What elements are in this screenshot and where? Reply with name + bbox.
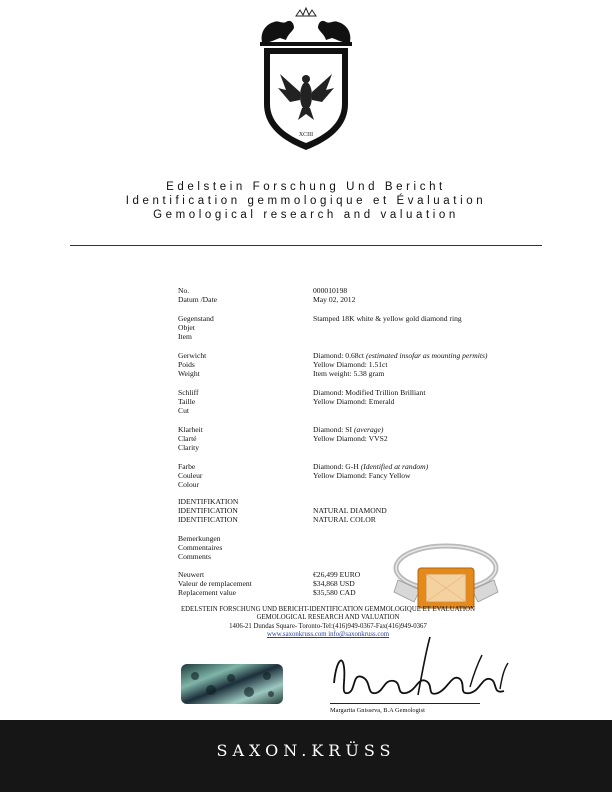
crest-logo — [256, 4, 356, 154]
weight-value-item: Item weight: 5.38 gram — [313, 369, 385, 378]
cut-label-fr: Taille — [178, 397, 196, 406]
cut-label-en: Cut — [178, 406, 189, 415]
clarity-diamond-text: Diamond: SI — [313, 425, 353, 434]
value-label-en: Replacement value — [178, 588, 236, 597]
weight-diamond-text: Diamond: 0.68ct — [313, 351, 365, 360]
title-french: Identification gemmologique et Évaluation — [125, 195, 487, 207]
cut-label-de: Schliff — [178, 388, 199, 397]
title-english: Gemological research and valuation — [153, 209, 459, 221]
title-divider — [70, 245, 542, 246]
item-label-fr: Objet — [178, 323, 195, 332]
ring-photo — [384, 532, 508, 616]
clarity-label-de: Klarheit — [178, 425, 203, 434]
signatory-name: Margarita Gnisseva, B.A Gemologist — [330, 707, 425, 714]
colour-value-diamond — [313, 462, 428, 471]
colour-label-fr: Couleur — [178, 471, 203, 480]
ident-value-color: NATURAL COLOR — [313, 515, 376, 524]
weight-value-yellow: Yellow Diamond: 1.51ct — [313, 360, 388, 369]
cut-value-yellow: Yellow Diamond: Emerald — [313, 397, 395, 406]
value-cad: $35,580 CAD — [313, 588, 356, 597]
weight-value-diamond — [313, 351, 487, 360]
ident-label-en: IDENTIFICATION — [178, 515, 238, 524]
weight-label-en: Weight — [178, 369, 200, 378]
crown-icon — [296, 8, 316, 16]
colour-diamond-text: Diamond: G-H — [313, 462, 359, 471]
crest-numeral: XCIII — [298, 132, 314, 138]
clarity-value-yellow: Yellow Diamond: VVS2 — [313, 434, 388, 443]
value-label-de: Neuwert — [178, 570, 205, 579]
colour-label-en: Colour — [178, 480, 200, 489]
brand-name: SAXON.KRÜSS — [216, 741, 396, 760]
weight-diamond-note: (estimated insofar as mounting permits) — [365, 351, 488, 360]
cut-value-diamond: Diamond: Modified Trillion Brilliant — [313, 388, 426, 397]
signature — [322, 633, 522, 705]
certificate-titles — [0, 180, 612, 222]
title-german: Edelstein Forschung Und Bericht — [166, 181, 446, 193]
colour-label-de: Farbe — [178, 462, 196, 471]
date-label: Datum /Date — [178, 295, 218, 304]
lab-links[interactable]: www.saxonkruss.com info@saxonkruss.com — [266, 630, 390, 638]
lab-subtitle-line: GEMOLOGICAL RESEARCH AND VALUATION — [256, 614, 400, 622]
item-value: Stamped 18K white & yellow gold diamond ring — [313, 314, 462, 323]
value-euro: €26,499 EURO — [313, 570, 361, 579]
item-label-de: Gegenstand — [178, 314, 214, 323]
clarity-label-en: Clarity — [178, 443, 200, 452]
weight-label-de: Gerwicht — [178, 351, 207, 360]
no-value: 000010198 — [313, 286, 348, 295]
colour-diamond-note: (Identified at random) — [360, 462, 429, 471]
clarity-diamond-note: (average) — [353, 425, 384, 434]
colour-value-yellow: Yellow Diamond: Fancy Yellow — [313, 471, 411, 480]
value-label-fr: Valeur de remplacement — [178, 579, 252, 588]
lab-address-line: 1406-21 Dundas Square- Toronto-Tel:(416)949-0367-Fax(416)949-0367 — [229, 622, 427, 630]
comments-label-de: Bemerkungen — [178, 534, 221, 543]
no-label: No. — [178, 286, 190, 295]
lions-icon — [260, 21, 352, 46]
item-label-en: Item — [178, 332, 192, 341]
clarity-value-diamond — [313, 425, 383, 434]
value-usd: $34,868 USD — [313, 579, 355, 588]
comments-label-fr: Commentaires — [178, 543, 223, 552]
weight-label-fr: Poids — [178, 360, 195, 369]
date-value: May 02, 2012 — [313, 295, 356, 304]
signature-line — [330, 703, 480, 704]
hologram-icon — [181, 664, 283, 704]
lab-name-line: EDELSTEIN FORSCHUNG UND BERICHT-IDENTIFICATION GEMMOLOGIQUE ET EVALUATION — [180, 606, 475, 613]
ident-label-fr: IDENTIFICATION — [178, 506, 238, 515]
clarity-label-fr: Clarté — [178, 434, 197, 443]
comments-label-en: Comments — [178, 552, 211, 561]
ident-label-de: IDENTIFIKATION — [178, 497, 239, 506]
ident-value-diamond: NATURAL DIAMOND — [313, 506, 387, 515]
